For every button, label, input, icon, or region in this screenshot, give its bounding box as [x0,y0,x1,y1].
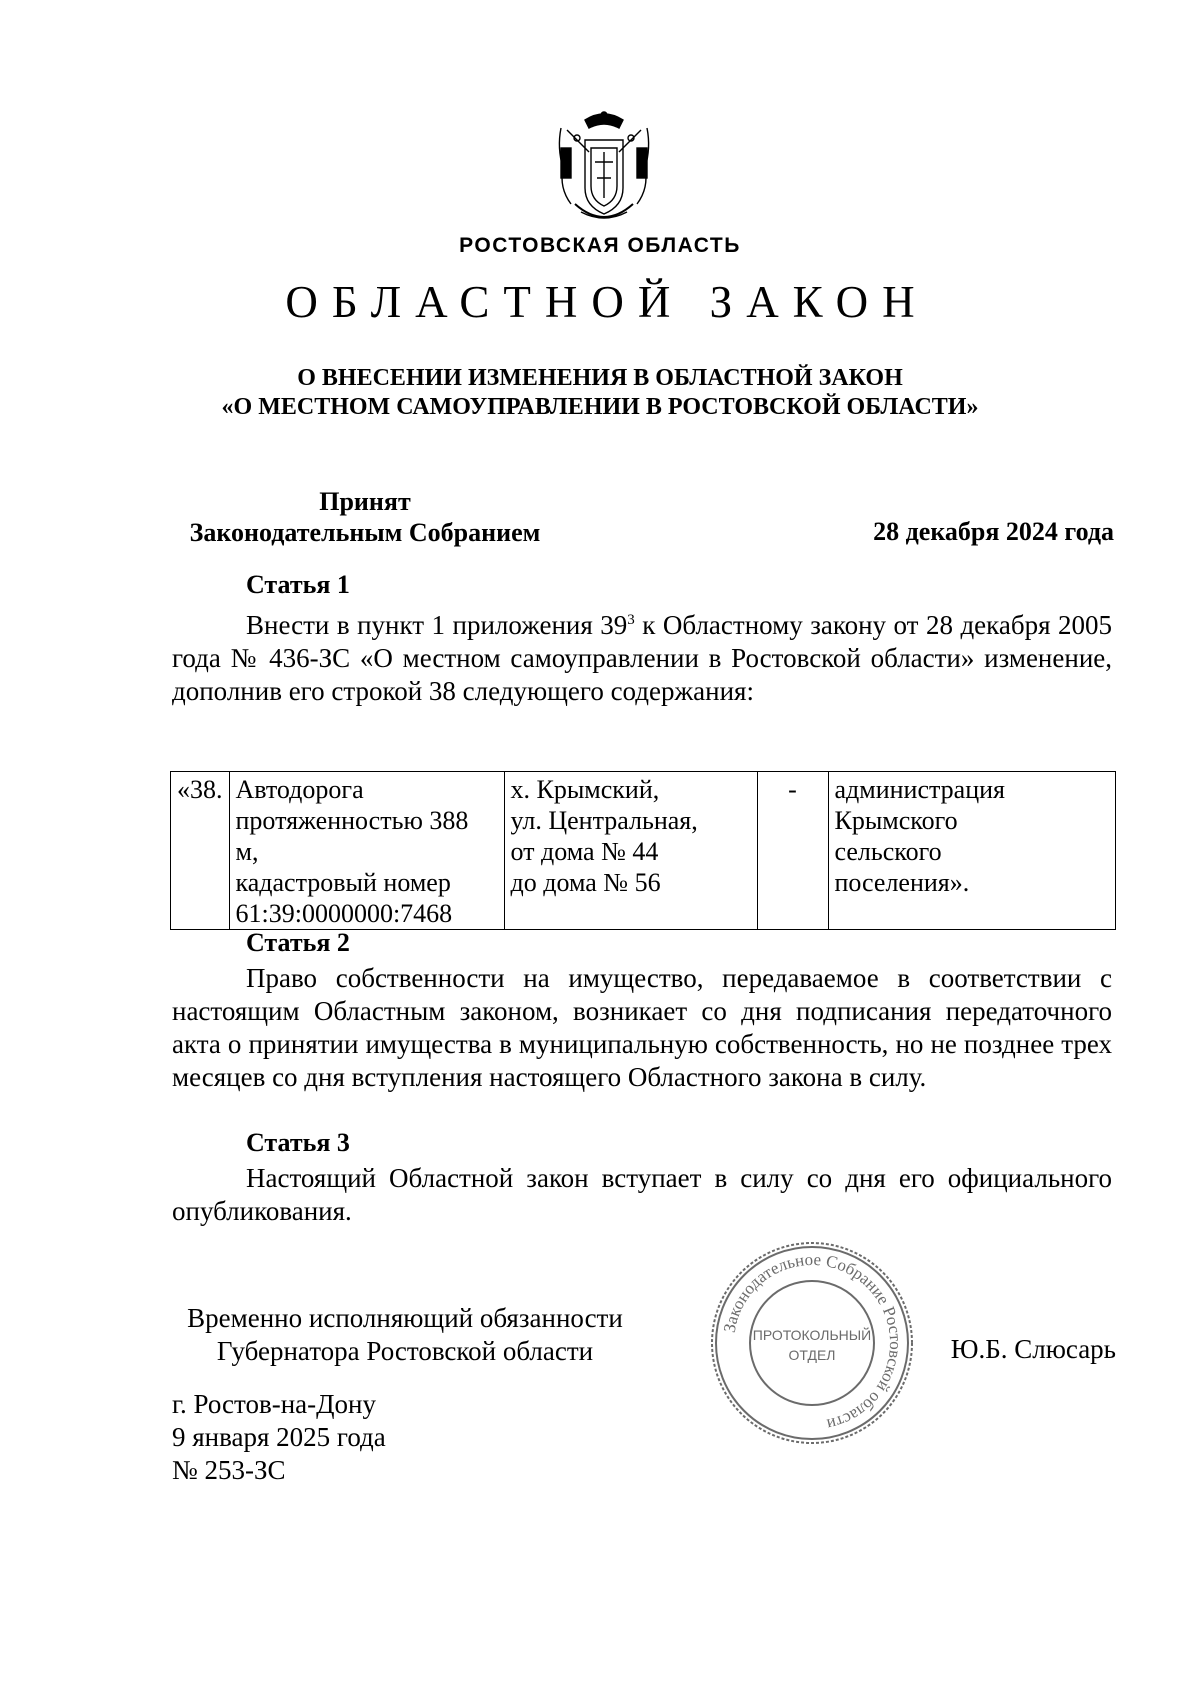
object-line: Автодорога [235,775,364,804]
table-cell-dash: - [757,772,828,930]
table-cell-number: «38. [171,772,230,930]
article1-superscript: 3 [627,612,635,628]
amendment-table [170,771,1116,930]
recipient-line: поселения». [834,868,970,897]
coat-of-arms-icon [555,108,653,228]
law-title-line1: О ВНЕСЕНИИ ИЗМЕНЕНИЯ В ОБЛАСТНОЙ ЗАКОН [297,365,903,391]
stamp-inner-line2: ОТДЕЛ [788,1347,836,1363]
signing-date: 9 января 2025 года [172,1422,386,1452]
adoption-date: 28 декабря 2024 года [873,517,1114,546]
table-cell-address [504,772,757,930]
position-line2: Губернатора Ростовской области [216,1336,594,1366]
address-line: х. Крымский, [510,775,660,804]
article1-text-end: к Областному закону от 28 декабря 2005 года № 436-ЗС «О местном самоуправлении в Ростовской области» изменение, дополнив его строкой 38 следующего содержания: [172,610,1112,706]
adoption-line2: Законодательным Собранием [189,518,541,547]
object-line: кадастровый номер [235,868,451,897]
stamp-inner-line1: ПРОТОКОЛЬНЫЙ [752,1327,872,1343]
address-line: от дома № 44 [510,837,659,866]
table-cell-recipient [828,772,1116,930]
region-name: РОСТОВСКАЯ ОБЛАСТЬ [459,234,741,257]
signing-city: г. Ростов-на-Дону [172,1389,377,1419]
stamp-outer-text: Законодательное Собрание Ростовской области [719,1249,906,1435]
adoption-block [170,486,560,548]
article3-paragraph: Настоящий Областной закон вступает в силу со дня его официального опубликования. [172,1163,1112,1226]
recipient-line: Крымского [834,806,958,835]
position-line1: Временно исполняющий обязанности [187,1303,623,1333]
table-cell-object [229,772,504,930]
recipient-line: сельского [834,837,942,866]
article2-text [172,962,1112,1094]
adoption-line1: Принят [319,487,411,516]
signatory-name: Ю.Б. Слюсарь [950,1334,1116,1364]
article1-heading: Статья 1 [246,570,350,599]
law-number: № 253-ЗС [172,1455,286,1485]
object-line: 61:39:0000000:7468 [235,899,453,928]
article2-paragraph: Право собственности на имущество, передаваемое в соответствии с настоящим Областным законом, возникает со дня подписания передаточного акта о принятии имущества в муниципальную собственность, но не позднее трех месяцев со дня вступления настоящего Областного закона в силу. [172,963,1112,1092]
article2-heading: Статья 2 [246,928,350,957]
signing-details [172,1388,386,1487]
article1-text [172,604,1112,708]
recipient-line: администрация [834,775,1006,804]
official-stamp [707,1238,917,1448]
article3-heading: Статья 3 [246,1128,350,1157]
article1-text-start: Внести в пункт 1 приложения 39 [246,610,628,640]
object-line: протяженностью 388 м, [235,806,469,866]
address-line: до дома № 56 [510,868,661,897]
article3-text [172,1162,1112,1228]
signatory-position [160,1302,650,1368]
address-line: ул. Центральная, [510,806,698,835]
law-title-line2: «О МЕСТНОМ САМОУПРАВЛЕНИИ В РОСТОВСКОЙ ОБЛАСТИ» [221,394,979,420]
law-title [0,364,1200,422]
law-type-title: ОБЛАСТНОЙ ЗАКОН [285,277,929,327]
table-row [171,772,1116,930]
